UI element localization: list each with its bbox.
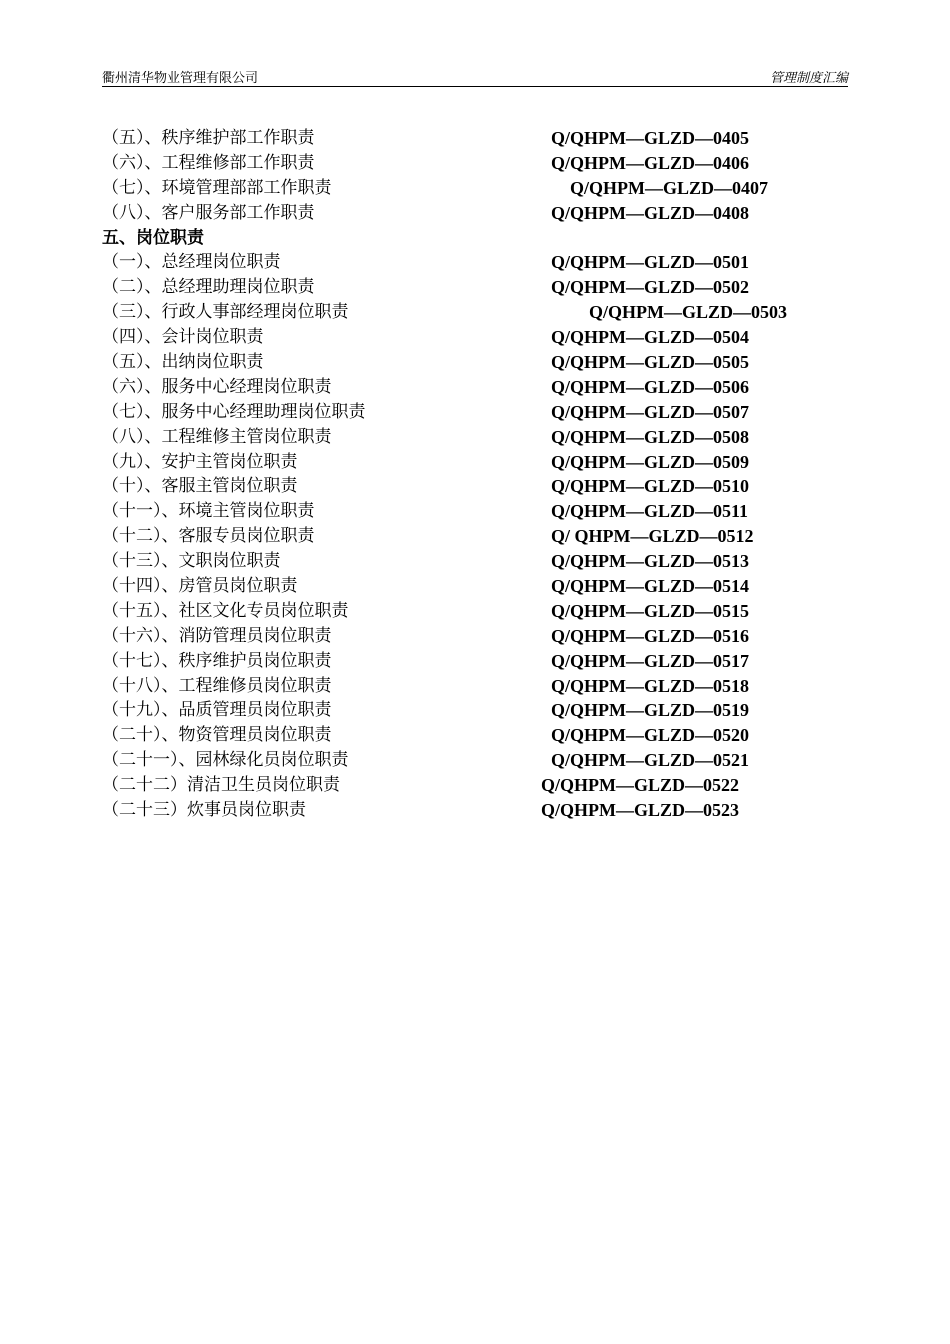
toc-entry-code: Q/QHPM—GLZD—0518 [551, 675, 749, 696]
toc-entry-label: （四）、会计岗位职责 [102, 327, 264, 348]
toc-entry [102, 798, 848, 823]
company-name: 衢州清华物业管理有限公司 [102, 71, 259, 86]
toc-entry-label: （十五）、社区文化专员岗位职责 [102, 600, 349, 621]
toc-entry [102, 375, 848, 400]
document-title: 管理制度汇编 [769, 71, 848, 86]
toc-entry-code: Q/QHPM—GLZD—0513 [551, 551, 749, 572]
toc-entry [102, 723, 848, 748]
toc-entry-code: Q/QHPM—GLZD—0523 [541, 800, 739, 821]
toc-entry [102, 599, 848, 624]
toc-entry-label: （八）、工程维修主管岗位职责 [102, 426, 332, 447]
toc-entry-code: Q/QHPM—GLZD—0517 [551, 650, 749, 671]
page-header [102, 66, 848, 87]
toc-entry-code: Q/QHPM—GLZD—0522 [541, 775, 739, 796]
toc-entry-code: Q/QHPM—GLZD—0503 [589, 302, 787, 323]
toc-entry-code: Q/QHPM—GLZD—0408 [551, 202, 749, 223]
toc-entry-label: （六）、工程维修部工作职责 [102, 152, 315, 173]
toc-entry-code: Q/QHPM—GLZD—0406 [551, 152, 749, 173]
toc-entry [102, 325, 848, 350]
toc-entry [102, 624, 848, 649]
toc-section-heading [102, 226, 848, 251]
toc-entry-label: （二十）、物资管理员岗位职责 [102, 725, 332, 746]
toc-entry-code: Q/QHPM—GLZD—0520 [551, 725, 749, 746]
toc-entry [102, 350, 848, 375]
toc-entry [102, 773, 848, 798]
toc-entry-label: （十一）、环境主管岗位职责 [102, 501, 315, 522]
toc-entry [102, 649, 848, 674]
toc-entry [102, 300, 848, 325]
toc-entry-code: Q/QHPM—GLZD—0501 [551, 252, 749, 273]
toc-entry-label: （十）、客服主管岗位职责 [102, 476, 298, 497]
toc-entry-label: （五）、出纳岗位职责 [102, 352, 264, 373]
toc-entry [102, 275, 848, 300]
toc-entry [102, 201, 848, 226]
toc-entry-label: （十三）、文职岗位职责 [102, 551, 281, 572]
toc-entry [102, 524, 848, 549]
toc-entry-label: （十九）、品质管理员岗位职责 [102, 700, 332, 721]
toc-entry-label: （二）、总经理助理岗位职责 [102, 277, 315, 298]
toc-entry-label: （一）、总经理岗位职责 [102, 252, 281, 273]
toc-entry [102, 250, 848, 275]
toc-entry [102, 574, 848, 599]
toc-entry-code: Q/QHPM—GLZD—0508 [551, 426, 749, 447]
toc-entry-code: Q/QHPM—GLZD—0515 [551, 600, 749, 621]
toc-entry-label: （十八）、工程维修员岗位职责 [102, 675, 332, 696]
toc-entry [102, 151, 848, 176]
toc-entry-label: （十六）、消防管理员岗位职责 [102, 625, 332, 646]
table-of-contents [102, 126, 848, 823]
toc-entry-label: （五）、秩序维护部工作职责 [102, 128, 315, 148]
toc-entry-code: Q/QHPM—GLZD—0507 [551, 401, 749, 422]
toc-entry-label: （十二）、客服专员岗位职责 [102, 526, 315, 547]
toc-entry-code: Q/QHPM—GLZD—0407 [570, 177, 768, 198]
toc-entry-label: （七）、服务中心经理助理岗位职责 [102, 401, 366, 422]
toc-entry-label: （十七）、秩序维护员岗位职责 [102, 650, 332, 671]
toc-entry [102, 698, 848, 723]
toc-entry [102, 674, 848, 699]
toc-entry-code: Q/QHPM—GLZD—0405 [551, 128, 749, 148]
toc-entry-code: Q/QHPM—GLZD—0516 [551, 625, 749, 646]
toc-entry-label: （二十一）、园林绿化员岗位职责 [102, 750, 349, 771]
toc-entry [102, 474, 848, 499]
toc-entry-code: Q/QHPM—GLZD—0502 [551, 277, 749, 298]
toc-entry-label: （二十二）清洁卫生员岗位职责 [102, 775, 340, 796]
toc-entry-code: Q/QHPM—GLZD—0510 [551, 476, 749, 497]
toc-entry-label: （八）、客户服务部工作职责 [102, 202, 315, 223]
toc-entry [102, 176, 848, 201]
toc-entry-label: 五、岗位职责 [102, 227, 204, 248]
toc-entry [102, 549, 848, 574]
toc-entry-code: Q/ QHPM—GLZD—0512 [551, 526, 754, 547]
toc-entry-code: Q/QHPM—GLZD—0504 [551, 327, 749, 348]
toc-entry-label: （六）、服务中心经理岗位职责 [102, 376, 332, 397]
toc-entry [102, 425, 848, 450]
toc-entry-label: （九）、安护主管岗位职责 [102, 451, 298, 472]
toc-entry-label: （七）、环境管理部部工作职责 [102, 177, 332, 198]
toc-entry-code: Q/QHPM—GLZD—0514 [551, 576, 749, 597]
toc-entry-code: Q/QHPM—GLZD—0509 [551, 451, 749, 472]
toc-entry-code: Q/QHPM—GLZD—0505 [551, 352, 749, 373]
toc-entry [102, 748, 848, 773]
toc-entry [102, 400, 848, 425]
toc-entry-code: Q/QHPM—GLZD—0519 [551, 700, 749, 721]
toc-entry-label: （二十三）炊事员岗位职责 [102, 800, 306, 821]
toc-entry [102, 450, 848, 475]
toc-entry-code: Q/QHPM—GLZD—0506 [551, 376, 749, 397]
toc-entry-code: Q/QHPM—GLZD—0511 [551, 501, 749, 522]
toc-entry-code: Q/QHPM—GLZD—0521 [551, 750, 749, 771]
toc-entry-label: （三）、行政人事部经理岗位职责 [102, 302, 349, 323]
toc-entry [102, 499, 848, 524]
toc-entry [102, 126, 848, 151]
toc-entry-label: （十四）、房管员岗位职责 [102, 576, 298, 597]
